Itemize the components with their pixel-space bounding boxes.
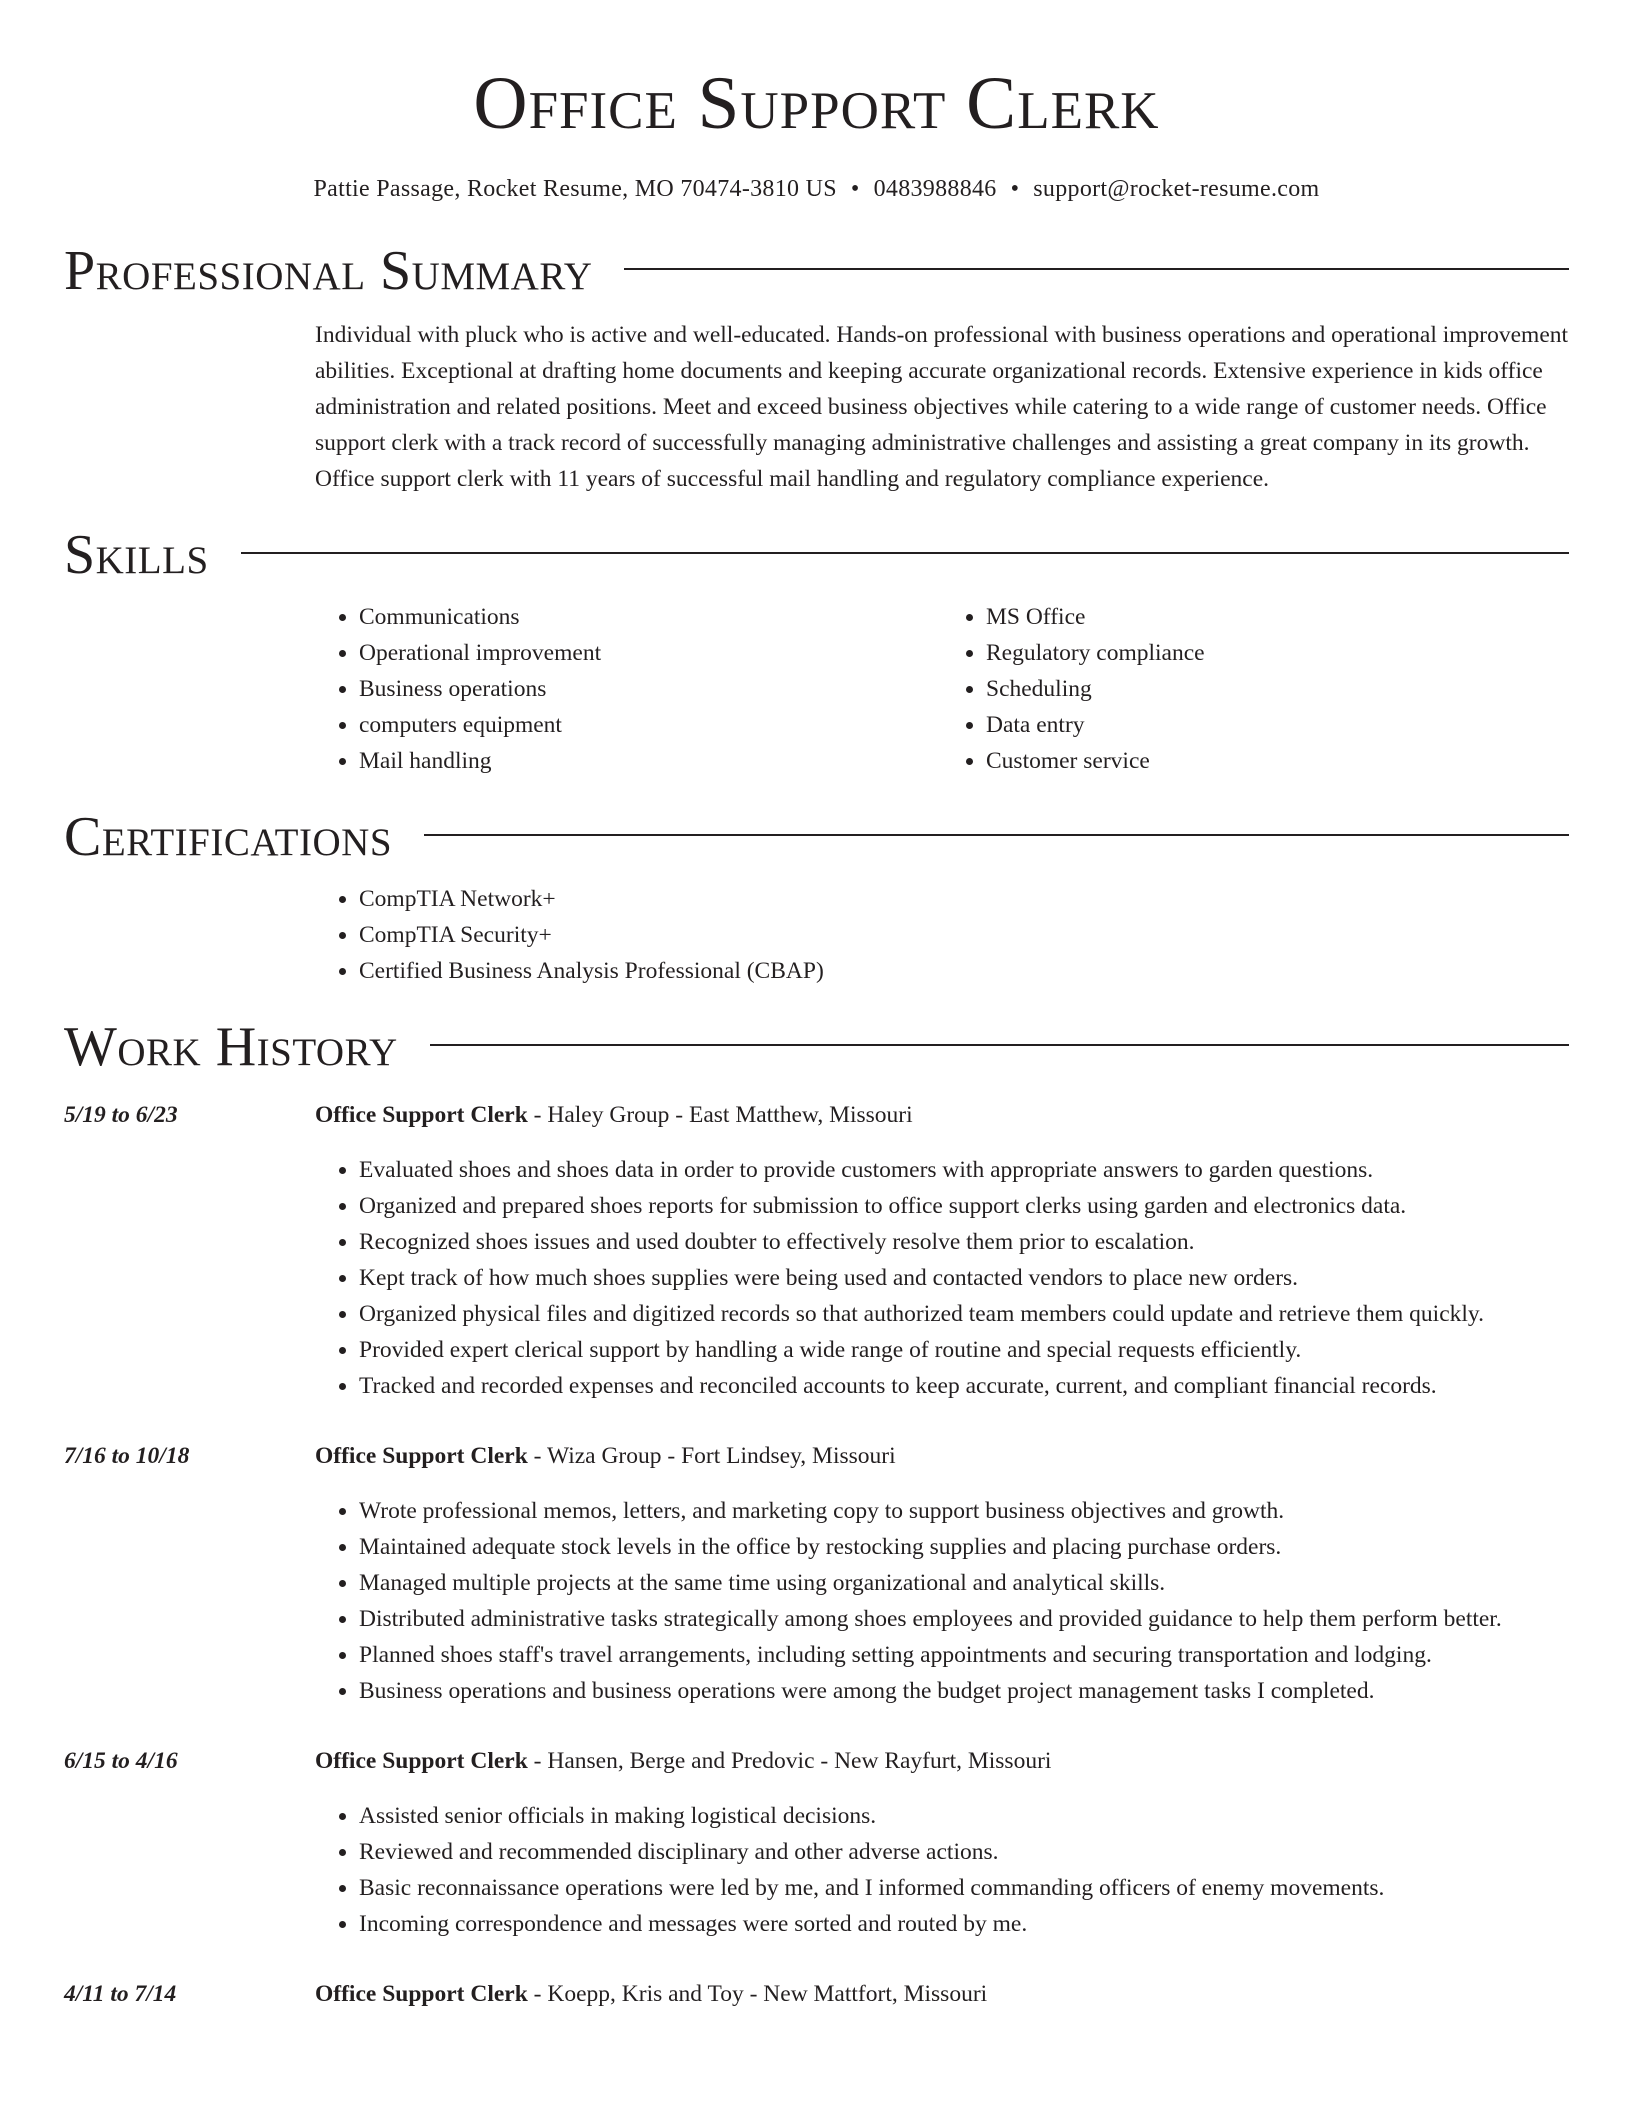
job-bullet: • Evaluated shoes and shoes data in order to provide customers with appropriate answers to garden questions. <box>359 1152 1569 1188</box>
job-employer: - Haley Group - East Matthew, Missouri <box>527 1102 913 1128</box>
skill-item: • Customer service <box>986 743 1569 779</box>
job-entry <box>64 1438 1569 1709</box>
job-bullet: • Provided expert clerical support by handling a wide range of routine and special requests efficiently. <box>359 1332 1569 1368</box>
contact-phone: 0483988846 <box>873 176 997 202</box>
job-bullet: • Maintained adequate stock levels in the office by restocking supplies and placing purchase orders. <box>359 1529 1569 1565</box>
job-title: Office Support Clerk <box>315 1443 528 1469</box>
job-dates: 7/16 to 10/18 <box>64 1443 190 1469</box>
job-bullet: • Managed multiple projects at the same time using organizational and analytical skills. <box>359 1565 1569 1601</box>
job-bullet: • Incoming correspondence and messages were sorted and routed by me. <box>359 1906 1569 1942</box>
job-heading <box>315 1976 987 2012</box>
job-bullet: • Organized and prepared shoes reports for submission to office support clerks using garden and electronics data. <box>359 1188 1569 1224</box>
work-section-header <box>64 1016 1569 1078</box>
job-heading <box>315 1743 1051 1779</box>
job-bullet: • Recognized shoes issues and used doubter to effectively resolve them prior to escalation. <box>359 1224 1569 1260</box>
job-title: Office Support Clerk <box>315 1102 528 1128</box>
skills-heading: Skills <box>64 524 209 586</box>
contact-line <box>64 177 1569 201</box>
skill-item: • Communications <box>359 599 942 635</box>
job-bullet: • Tracked and recorded expenses and reconciled accounts to keep accurate, current, and compliant financial records. <box>359 1368 1569 1404</box>
section-divider <box>424 834 1569 836</box>
job-bullet: • Kept track of how much shoes supplies were being used and contacted vendors to place new orders. <box>359 1260 1569 1296</box>
skills-list <box>315 599 1569 779</box>
job-bullets <box>315 1798 1569 1942</box>
section-divider <box>241 552 1569 554</box>
skill-item: • Mail handling <box>359 743 942 779</box>
skills-column-left <box>315 599 942 779</box>
job-bullet: • Basic reconnaissance operations were led by me, and I informed commanding officers of enemy movements. <box>359 1870 1569 1906</box>
job-employer: - Wiza Group - Fort Lindsey, Missouri <box>527 1443 896 1469</box>
skills-section-header <box>64 524 1569 586</box>
job-heading <box>315 1438 896 1474</box>
certification-item: • CompTIA Network+ <box>359 881 1569 917</box>
skill-item: • MS Office <box>986 599 1569 635</box>
skill-item: • Business operations <box>359 671 942 707</box>
work-heading: Work History <box>64 1016 398 1078</box>
job-heading <box>315 1097 913 1133</box>
job-title: Office Support Clerk <box>315 1981 528 2007</box>
resume-title: Office Support Clerk <box>473 62 1160 145</box>
section-divider <box>624 268 1569 270</box>
summary-section-header <box>64 240 1569 302</box>
summary-text: Individual with pluck who is active and well-educated. Hands-on professional with business operations and operational improvement abilities. Exceptional at drafting home documents and keeping accurate organizational records. Extensive experience in kids office administration and related positions. Meet and exceed business objectives while catering to a wide range of customer needs. Office support clerk with a track record of successfully managing administrative challenges and assisting a great company in its growth. Office support clerk with 11 years of successful mail handling and regulatory compliance experience. <box>315 322 1569 492</box>
job-bullet: • Assisted senior officials in making logistical decisions. <box>359 1798 1569 1834</box>
job-entry <box>64 1097 1569 1404</box>
job-dates: 4/11 to 7/14 <box>64 1981 177 2007</box>
certifications-heading: Certifications <box>64 806 393 868</box>
job-bullet: • Organized physical files and digitized records so that authorized team members could update and retrieve them quickly. <box>359 1296 1569 1332</box>
summary-heading: Professional Summary <box>64 240 593 302</box>
job-entry <box>64 1743 1569 1942</box>
job-title: Office Support Clerk <box>315 1748 528 1774</box>
job-employer: - Koepp, Kris and Toy - New Mattfort, Missouri <box>527 1981 988 2007</box>
job-dates: 5/19 to 6/23 <box>64 1102 178 1128</box>
certification-item: • Certified Business Analysis Professional (CBAP) <box>359 953 1569 989</box>
job-bullet: • Reviewed and recommended disciplinary and other adverse actions. <box>359 1834 1569 1870</box>
skill-item: • computers equipment <box>359 707 942 743</box>
contact-email[interactable]: support@rocket-resume.com <box>1033 176 1320 202</box>
job-bullet: • Distributed administrative tasks strategically among shoes employees and provided guidance to help them perform better. <box>359 1601 1569 1637</box>
certifications-section-header <box>64 806 1569 868</box>
section-divider <box>430 1044 1569 1046</box>
job-bullet: • Wrote professional memos, letters, and marketing copy to support business objectives and growth. <box>359 1493 1569 1529</box>
skill-item: • Operational improvement <box>359 635 942 671</box>
resume-page <box>64 0 1569 2012</box>
contact-separator: • <box>850 176 860 202</box>
job-bullet: • Business operations and business operations were among the budget project management tasks I completed. <box>359 1673 1569 1709</box>
skills-column-right <box>942 599 1569 779</box>
certification-item: • CompTIA Security+ <box>359 917 1569 953</box>
job-dates: 6/15 to 4/16 <box>64 1748 178 1774</box>
contact-separator: • <box>1010 176 1020 202</box>
job-bullets <box>315 1493 1569 1709</box>
job-bullet: • Planned shoes staff's travel arrangements, including setting appointments and securing transportation and lodging. <box>359 1637 1569 1673</box>
skill-item: • Scheduling <box>986 671 1569 707</box>
skill-item: • Regulatory compliance <box>986 635 1569 671</box>
job-entry <box>64 1976 1569 2012</box>
contact-address: Pattie Passage, Rocket Resume, MO 70474-3810 US <box>313 176 837 202</box>
certifications-list <box>315 881 1569 989</box>
job-bullets <box>315 1152 1569 1404</box>
job-employer: - Hansen, Berge and Predovic - New Rayfurt, Missouri <box>527 1748 1052 1774</box>
skill-item: • Data entry <box>986 707 1569 743</box>
